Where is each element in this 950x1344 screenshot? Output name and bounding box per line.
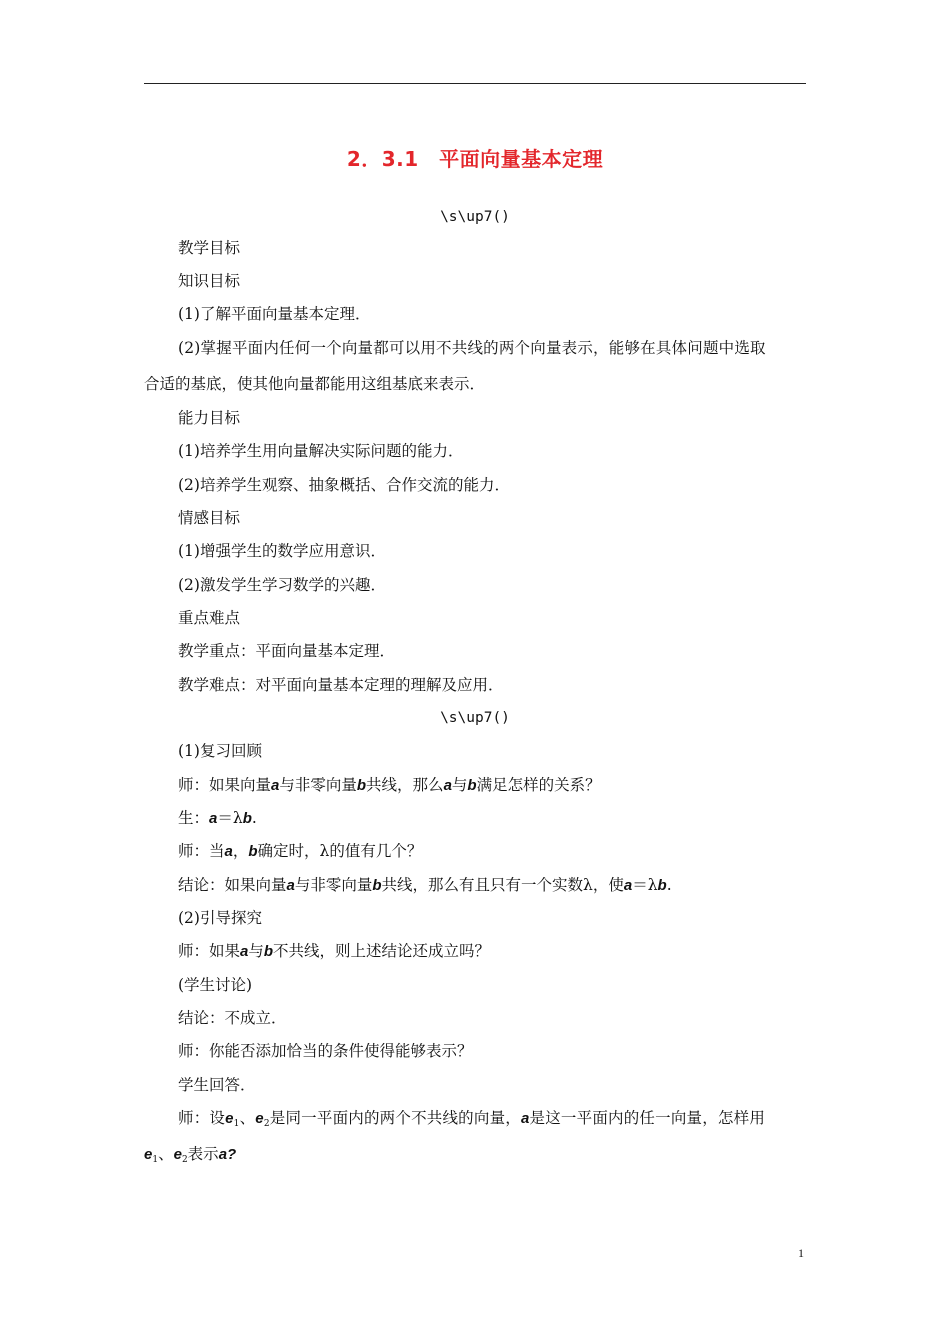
- student-answer-1: 生：a＝λb.: [178, 809, 257, 827]
- conclusion-2: 结论：不成立．: [178, 1009, 287, 1027]
- emotion-item-1: (1)增强学生的数学应用意识．: [178, 542, 386, 560]
- page-title: 2．3.1 平面向量基本定理: [346, 147, 604, 171]
- teacher-question-4: 师：你能否添加恰当的条件使得能够表示？: [178, 1042, 473, 1060]
- teacher-question-5-line-2: $e_1$、$e_2$表示a?: [144, 1145, 237, 1165]
- header-rule: [144, 83, 806, 84]
- section-marker: \s\up7(): [440, 209, 510, 225]
- explore-heading: (2)引导探究: [178, 909, 262, 927]
- ability-item-1: (1)培养学生用向量解决实际问题的能力．: [178, 442, 464, 460]
- key-focus: 教学重点：平面向量基本定理．: [178, 642, 396, 660]
- student-answer-2: 学生回答．: [178, 1076, 256, 1094]
- review-heading: (1)复习回顾: [178, 742, 262, 760]
- ability-heading: 能力目标: [178, 409, 241, 427]
- emotion-item-2: (2)激发学生学习数学的兴趣．: [178, 576, 386, 594]
- knowledge-item-2-line-1: (2)掌握平面内任何一个向量都可以用不共线的两个向量表示，能够在具体问题中选取: [178, 339, 766, 357]
- emotion-heading: 情感目标: [178, 509, 241, 527]
- knowledge-heading: 知识目标: [178, 272, 241, 290]
- key-points-heading: 重点难点: [178, 609, 241, 627]
- student-discussion: (学生讨论): [178, 976, 253, 994]
- page-number: 1: [798, 1246, 804, 1260]
- knowledge-item-2-line-2: 合适的基底，使其他向量都能用这组基底来表示．: [144, 375, 486, 393]
- ability-item-2: (2)培养学生观察、抽象概括、合作交流的能力．: [178, 476, 510, 494]
- objectives-heading: 教学目标: [178, 239, 241, 257]
- knowledge-item-1: (1)了解平面向量基本定理．: [178, 305, 371, 323]
- teacher-question-3: 师：如果a与b不共线，则上述结论还成立吗？: [178, 942, 491, 960]
- key-difficulty: 教学难点：对平面向量基本定理的理解及应用．: [178, 676, 504, 694]
- section-marker: \s\up7(): [440, 710, 510, 726]
- teacher-question-5-line-1: 师：设$e_1$、$e_2$是同一平面内的两个不共线的向量，a是这一平面内的任一向量，怎样用: [178, 1109, 766, 1129]
- conclusion-1: 结论：如果向量a与非零向量b共线，那么有且只有一个实数λ，使a＝λb.: [178, 876, 672, 894]
- teacher-question-2: 师：当a，b确定时，λ的值有几个？: [178, 842, 423, 860]
- teacher-question-1: 师：如果向量a与非零向量b共线，那么a与b满足怎样的关系？: [178, 776, 601, 794]
